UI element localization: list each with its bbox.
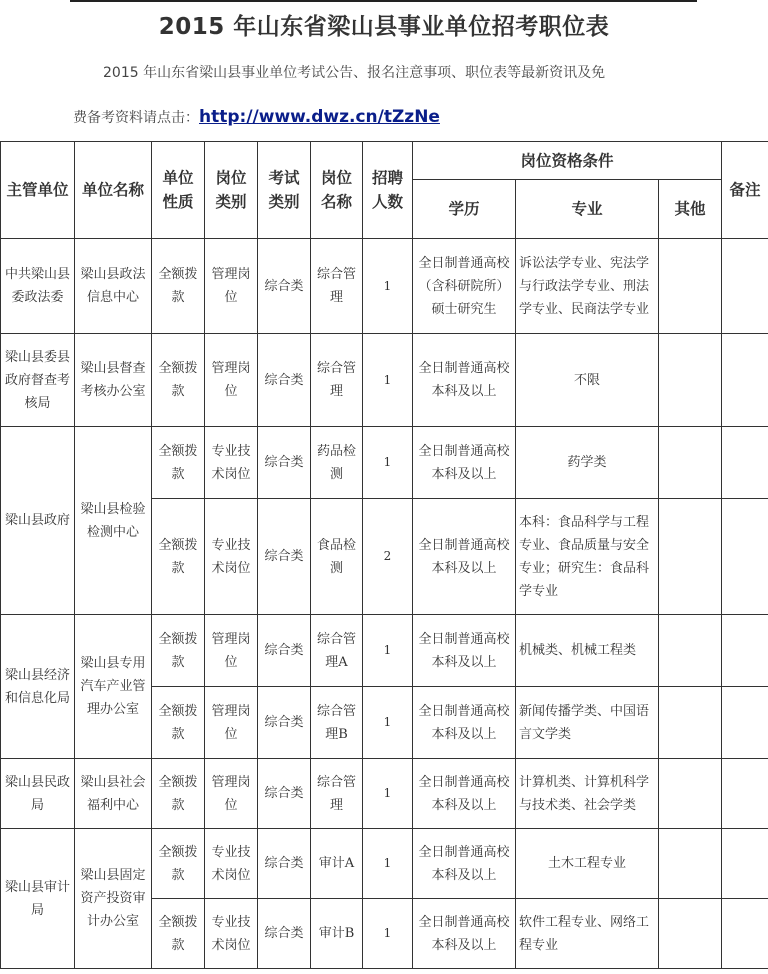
- header-remark: 备注: [722, 142, 768, 239]
- position-cell: 审计A: [311, 829, 363, 899]
- other-cell: [659, 829, 722, 899]
- header-category: 岗位类别: [205, 142, 258, 239]
- unit-cell: 梁山县固定资产投资审计办公室: [75, 829, 152, 969]
- unit-cell: 梁山县检验检测中心: [75, 427, 152, 615]
- other-cell: [659, 759, 722, 829]
- position-cell: 综合管理A: [311, 615, 363, 687]
- other-cell: [659, 615, 722, 687]
- category-cell: 管理岗位: [205, 334, 258, 427]
- position-cell: 综合管理B: [311, 687, 363, 759]
- table-row: [1, 759, 768, 829]
- education-cell: 全日制普通高校（含科研院所）硕士研究生: [413, 239, 516, 334]
- nature-cell: 全额拨款: [152, 334, 205, 427]
- remark-cell: [722, 615, 768, 687]
- exam-cell: 综合类: [258, 334, 311, 427]
- education-cell: 全日制普通高校本科及以上: [413, 615, 516, 687]
- remark-cell: [722, 759, 768, 829]
- dept-cell: 梁山县民政局: [1, 759, 75, 829]
- link-prefix: 费备考资料请点击：: [73, 110, 199, 126]
- table-row: [1, 239, 768, 334]
- position-cell: 综合管理: [311, 239, 363, 334]
- education-cell: 全日制普通高校本科及以上: [413, 687, 516, 759]
- table-row: [1, 829, 768, 899]
- other-cell: [659, 899, 722, 969]
- other-cell: [659, 499, 722, 615]
- header-major: 专业: [516, 180, 659, 239]
- nature-cell: 全额拨款: [152, 427, 205, 499]
- remark-cell: [722, 499, 768, 615]
- education-cell: 全日制普通高校本科及以上: [413, 334, 516, 427]
- other-cell: [659, 687, 722, 759]
- major-cell: 不限: [516, 334, 659, 427]
- count-cell: 1: [363, 239, 413, 334]
- nature-cell: 全额拨款: [152, 899, 205, 969]
- category-cell: 专业技术岗位: [205, 499, 258, 615]
- header-other: 其他: [659, 180, 722, 239]
- dept-cell: 梁山县审计局: [1, 829, 75, 969]
- major-cell: 机械类、机械工程类: [516, 615, 659, 687]
- category-cell: 管理岗位: [205, 615, 258, 687]
- remark-cell: [722, 829, 768, 899]
- major-cell: 本科：食品科学与工程专业、食品质量与安全专业；研究生：食品科学专业: [516, 499, 659, 615]
- category-cell: 管理岗位: [205, 239, 258, 334]
- unit-cell: 梁山县政法信息中心: [75, 239, 152, 334]
- header-exam: 考试类别: [258, 142, 311, 239]
- exam-cell: 综合类: [258, 499, 311, 615]
- count-cell: 1: [363, 759, 413, 829]
- unit-cell: 梁山县社会福利中心: [75, 759, 152, 829]
- exam-cell: 综合类: [258, 239, 311, 334]
- count-cell: 1: [363, 829, 413, 899]
- nature-cell: 全额拨款: [152, 239, 205, 334]
- header-unit: 单位名称: [75, 142, 152, 239]
- count-cell: 1: [363, 427, 413, 499]
- major-cell: 软件工程专业、网络工程专业: [516, 899, 659, 969]
- count-cell: 1: [363, 687, 413, 759]
- page-title: 2015 年山东省梁山县事业单位招考职位表: [158, 14, 610, 40]
- resource-link[interactable]: http://www.dwz.cn/tZzNe: [199, 107, 440, 127]
- nature-cell: 全额拨款: [152, 687, 205, 759]
- education-cell: 全日制普通高校本科及以上: [413, 499, 516, 615]
- link-line: [73, 107, 440, 127]
- position-cell: 药品检测: [311, 427, 363, 499]
- dept-cell: 梁山县委县政府督查考核局: [1, 334, 75, 427]
- positions-table: [0, 141, 768, 969]
- count-cell: 2: [363, 499, 413, 615]
- major-cell: 药学类: [516, 427, 659, 499]
- count-cell: 1: [363, 334, 413, 427]
- education-cell: 全日制普通高校本科及以上: [413, 759, 516, 829]
- other-cell: [659, 427, 722, 499]
- category-cell: 管理岗位: [205, 687, 258, 759]
- remark-cell: [722, 239, 768, 334]
- unit-cell: 梁山县专用汽车产业管理办公室: [75, 615, 152, 759]
- dept-cell: 中共梁山县委政法委: [1, 239, 75, 334]
- major-cell: 计算机类、计算机科学与技术类、社会学类: [516, 759, 659, 829]
- count-cell: 1: [363, 615, 413, 687]
- position-cell: 综合管理: [311, 334, 363, 427]
- other-cell: [659, 334, 722, 427]
- category-cell: 管理岗位: [205, 759, 258, 829]
- remark-cell: [722, 334, 768, 427]
- category-cell: 专业技术岗位: [205, 427, 258, 499]
- subtitle: 2015 年山东省梁山县事业单位考试公告、报名注意事项、职位表等最新资讯及免: [103, 65, 606, 81]
- category-cell: 专业技术岗位: [205, 899, 258, 969]
- nature-cell: 全额拨款: [152, 829, 205, 899]
- remark-cell: [722, 899, 768, 969]
- exam-cell: 综合类: [258, 759, 311, 829]
- header-nature: 单位性质: [152, 142, 205, 239]
- unit-cell: 梁山县督查考核办公室: [75, 334, 152, 427]
- remark-cell: [722, 427, 768, 499]
- nature-cell: 全额拨款: [152, 615, 205, 687]
- major-cell: 土木工程专业: [516, 829, 659, 899]
- position-cell: 审计B: [311, 899, 363, 969]
- header-dept: 主管单位: [1, 142, 75, 239]
- header-position: 岗位名称: [311, 142, 363, 239]
- top-rule: [70, 0, 697, 2]
- remark-cell: [722, 687, 768, 759]
- dept-cell: 梁山县经济和信息化局: [1, 615, 75, 759]
- header-qualification: 岗位资格条件: [413, 142, 722, 180]
- position-cell: 综合管理: [311, 759, 363, 829]
- other-cell: [659, 239, 722, 334]
- education-cell: 全日制普通高校本科及以上: [413, 427, 516, 499]
- exam-cell: 综合类: [258, 427, 311, 499]
- dept-cell: 梁山县政府: [1, 427, 75, 615]
- exam-cell: 综合类: [258, 687, 311, 759]
- nature-cell: 全额拨款: [152, 499, 205, 615]
- major-cell: 诉讼法学专业、宪法学与行政法学专业、刑法学专业、民商法学专业: [516, 239, 659, 334]
- table-row: [1, 615, 768, 687]
- exam-cell: 综合类: [258, 899, 311, 969]
- nature-cell: 全额拨款: [152, 759, 205, 829]
- major-cell: 新闻传播学类、中国语言文学类: [516, 687, 659, 759]
- education-cell: 全日制普通高校本科及以上: [413, 899, 516, 969]
- education-cell: 全日制普通高校本科及以上: [413, 829, 516, 899]
- category-cell: 专业技术岗位: [205, 829, 258, 899]
- exam-cell: 综合类: [258, 615, 311, 687]
- header-count: 招聘人数: [363, 142, 413, 239]
- header-education: 学历: [413, 180, 516, 239]
- table-row: [1, 427, 768, 499]
- count-cell: 1: [363, 899, 413, 969]
- table-row: [1, 334, 768, 427]
- position-cell: 食品检测: [311, 499, 363, 615]
- exam-cell: 综合类: [258, 829, 311, 899]
